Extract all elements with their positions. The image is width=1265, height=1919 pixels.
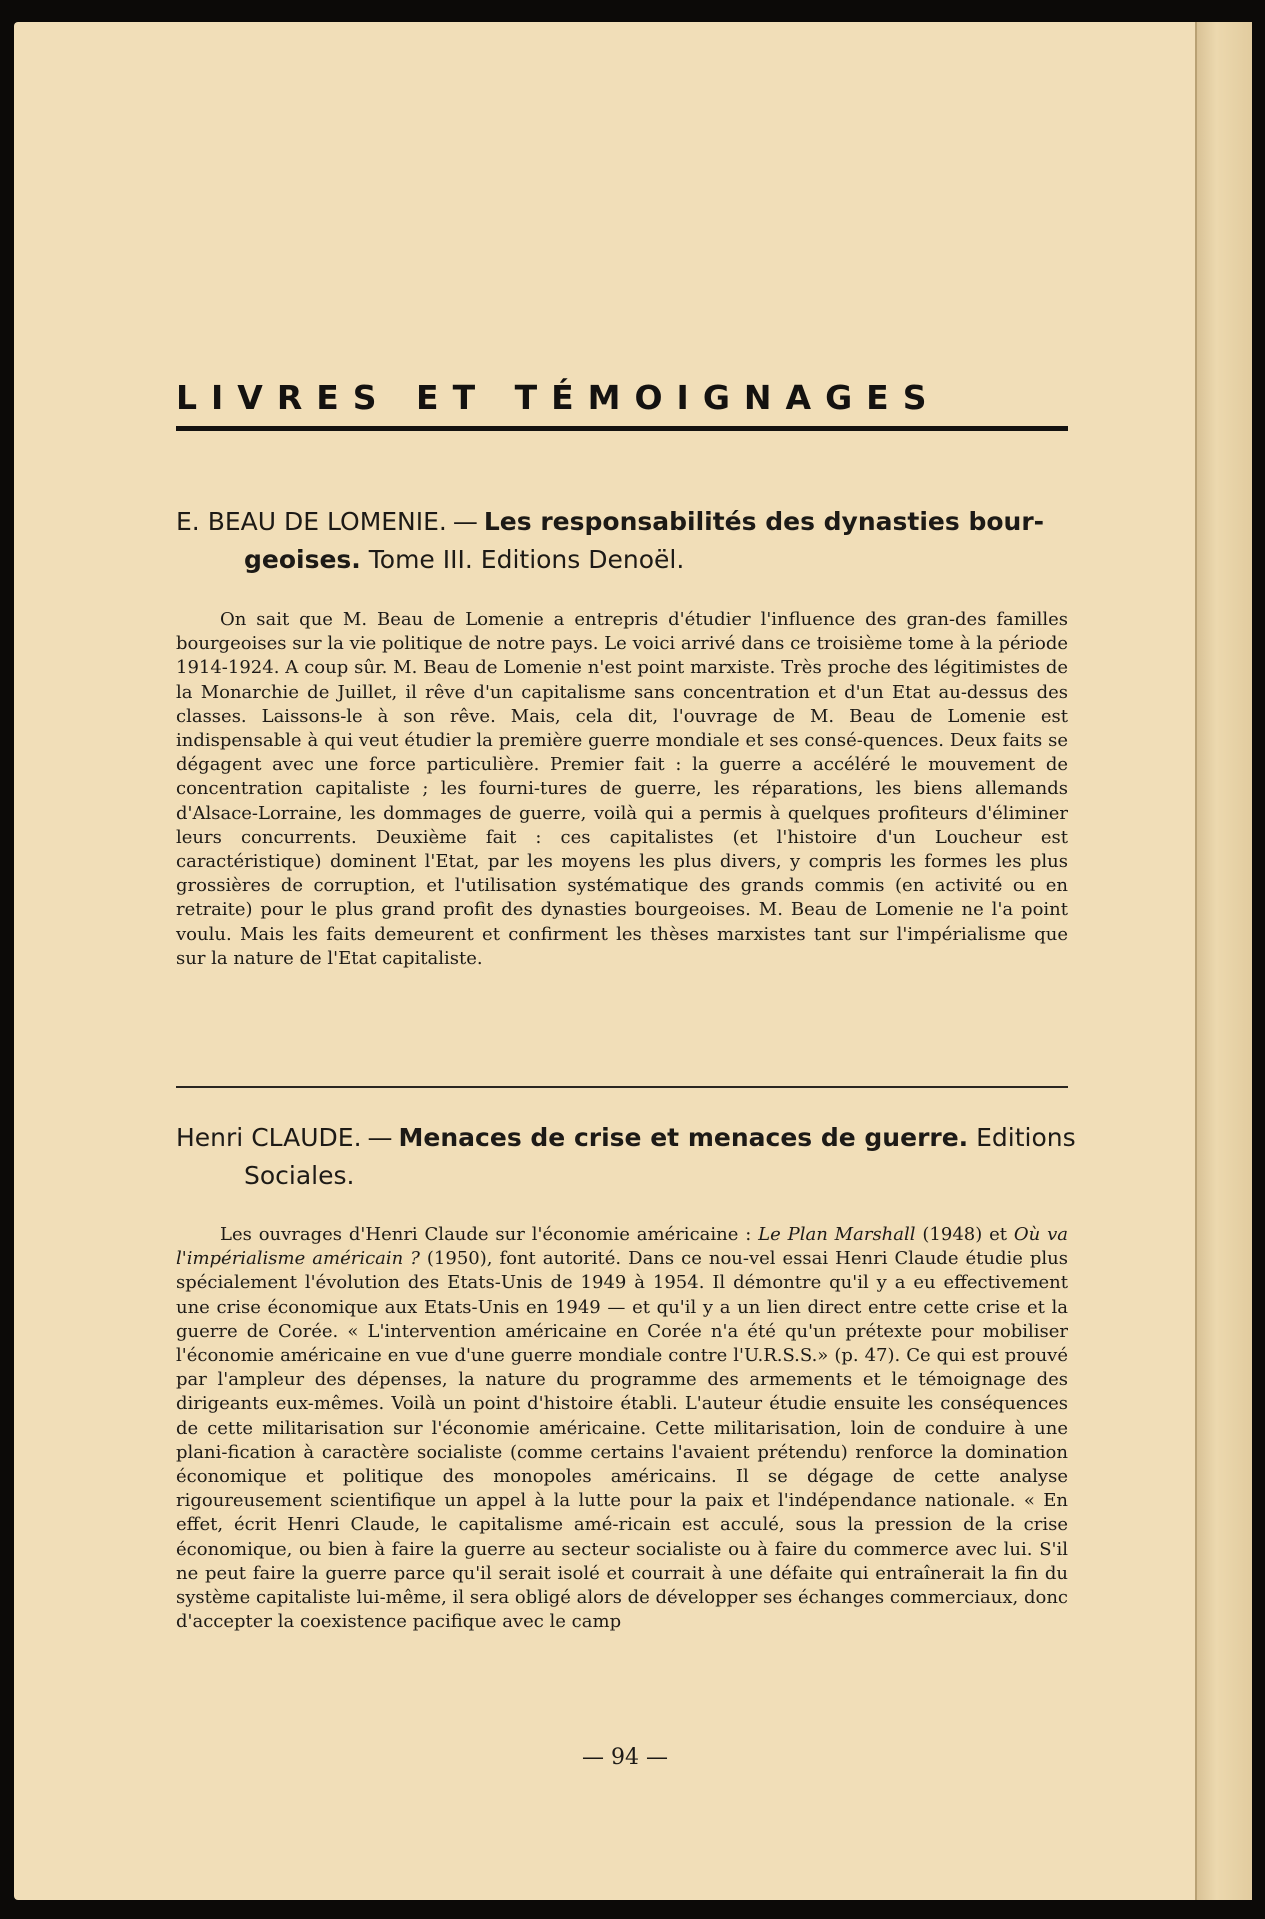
section-title: LIVRES ET TÉMOIGNAGES bbox=[176, 378, 941, 417]
entry-separator: — bbox=[367, 1123, 393, 1152]
cited-book-plan-marshall: Le Plan Marshall bbox=[758, 1224, 916, 1245]
entry-separator: — bbox=[452, 507, 478, 536]
entry-heading-claude bbox=[176, 1119, 1076, 1195]
entry-book-title-cont: geoises. bbox=[244, 545, 361, 574]
body-intro: Les ouvrages d'Henri Claude sur l'économie américaine : bbox=[220, 1224, 752, 1245]
page-number: — 94 — bbox=[582, 1745, 668, 1770]
body-rest: (1950), font autorité. Dans ce nou-vel essai Henri Claude étudie plus spécialement l'évolution des Etats-Unis de 1949 à 1954. Il démontre qu'il y a eu effectivement une crise économique aux Etats-Unis en 1949 — et qu'il y a un lien direct entre cette crise et la guerre de Corée. « L'intervention américaine en Corée n'a été qu'un prétexte pour mobiliser l'économie américaine en vue d'une guerre mondiale contre l'U.R.S.S.» (p. 47). Ce qui est prouvé par l'ampleur des dépenses, la nature du programme des armements et le témoignage des dirigeants eux-mêmes. Voilà un point d'histoire établi. L'auteur étudie ensuite les conséquences de cette militarisation sur l'économie américaine. Cette militarisation, loin de conduire à une plani-fication à caractère socialiste (comme certains l'avaient prétendu) renforce la domination économique et politique des monopoles américains. Il se dégage de cette analyse rigoureusement scientifique un appel à la lutte pour la paix et l'indépendance nationale. « En effet, écrit Henri Claude, le capitalisme amé-ricain est acculé, sous la pression de la crise économique, ou bien à faire la guerre au secteur socialiste ou à faire du commerce avec lui. S'il ne peut faire la guerre parce qu'il serait isolé et courrait à une défaite qui entraînerait la fin du système capitaliste lui-même, il sera obligé alors de développer ses échanges commerciaux, donc d'accepter la coexistence pacifique avec le camp bbox=[176, 1248, 1068, 1633]
entry-author: E. BEAU DE LOMENIE. bbox=[176, 507, 447, 536]
entry-book-title: Menaces de crise et menaces de guerre. bbox=[398, 1123, 969, 1152]
entry-book-title: Les responsabilités des dynasties bour- bbox=[483, 507, 1045, 536]
adjacent-page-edge bbox=[1195, 22, 1252, 1900]
review-body-claude bbox=[176, 1223, 1068, 1634]
body-mid: (1948) et bbox=[922, 1224, 1007, 1245]
section-divider bbox=[176, 1086, 1068, 1088]
entry-author: Henri CLAUDE. bbox=[176, 1123, 362, 1152]
cited-book-imperialisme: Où va l'impérialisme américain ? bbox=[176, 1224, 1068, 1270]
title-underline bbox=[176, 426, 1068, 431]
review-body-lomenie: On sait que M. Beau de Lomenie a entrepris d'étudier l'influence des gran-des familles bourgeoises sur la vie politique de notre pays. Le voici arrivé dans ce troisième tome à la période 1914-1924. A coup sûr. M. Beau de Lomenie n'est point marxiste. Très proche des légitimistes de la Monarchie de Juillet, il rêve d'un capitalisme sans concentration et d'un Etat au-dessus des classes. Laissons-le à son rêve. Mais, cela dit, l'ouvrage de M. Beau de Lomenie est indispensable à qui veut étudier la première guerre mondiale et ses consé-quences. Deux faits se dégagent avec une force particulière. Premier fait : la guerre a accéléré le mouvement de concentration capitaliste ; les fourni-tures de guerre, les réparations, les biens allemands d'Alsace-Lorraine, les dommages de guerre, voilà qui a permis à quelques profiteurs d'éliminer leurs concurrents. Deuxième fait : ces capitalistes (et l'histoire d'un Loucheur est caractéristique) dominent l'Etat, par les moyens les plus divers, y compris les formes les plus grossières de corruption, et l'utilisation systématique des grands commis (en activité ou en retraite) pour le plus grand profit des dynasties bourgeoises. M. Beau de Lomenie ne l'a point voulu. Mais les faits demeurent et confirment les thèses marxistes tant sur l'impérialisme que sur la nature de l'Etat capitaliste. bbox=[176, 609, 1068, 969]
entry-publisher-cont: Sociales. bbox=[244, 1161, 355, 1190]
entry-publisher: Tome III. Editions Denoël. bbox=[368, 545, 685, 574]
entry-publisher: Editions bbox=[976, 1123, 1076, 1152]
entry-heading-lomenie bbox=[176, 503, 1076, 579]
